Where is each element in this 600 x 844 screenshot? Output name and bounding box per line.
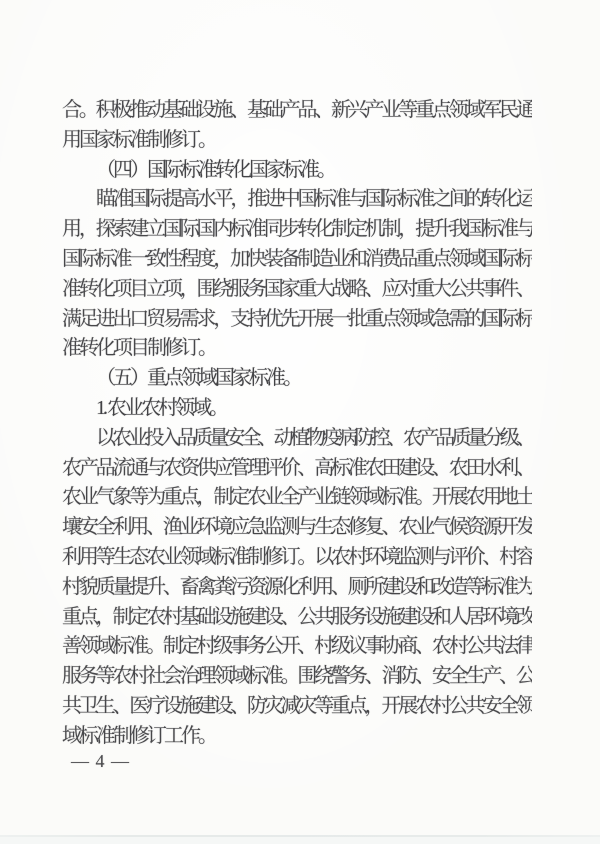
text-line: 合。积极推动基础设施、基础产品、新兴产业等重点领域军民通 bbox=[62, 99, 532, 121]
text-line: 域标准制修订工作。 bbox=[62, 724, 215, 747]
text-line: 共卫生、医疗设施建设、防灾减灾等重点，开展农村公共安全领 bbox=[62, 694, 532, 717]
text-line: 服务等农村社会治理领域标准。围绕警务、消防、安全生产、公 bbox=[62, 665, 532, 688]
text-line: 瞄准国际提高水平，推进中国标准与国际标准之间的转化运 bbox=[96, 188, 532, 211]
text-lines bbox=[62, 96, 532, 752]
text-line: 农产品流通与农资供应管理评价、高标准农田建设、农田水利、 bbox=[62, 456, 532, 479]
text-line: 善领域标准。制定村级事务公开、村级议事协商、农村公共法律 bbox=[62, 635, 532, 658]
text-line: 用，探索建立国际国内标准同步转化制定机制，提升我国标准与 bbox=[62, 218, 532, 241]
text-line: 壤安全利用、渔业环境应急监测与生态修复、农业气候资源开发 bbox=[62, 516, 532, 539]
text-line: 利用等生态农业领域标准制修订。以农村环境监测与评价、村容 bbox=[62, 545, 532, 568]
heading-line: （四）国际标准转化国家标准。 bbox=[96, 158, 334, 181]
text-line: 用国家标准制修订。 bbox=[62, 128, 215, 151]
text-line: 国际标准一致性程度，加快装备制造业和消费品重点领域国际标 bbox=[62, 247, 532, 270]
text-line: 村貌质量提升、畜禽粪污资源化利用、厕所建设和改造等标准为 bbox=[62, 575, 532, 598]
text-line: 准转化项目立项，围绕服务国家重大战略、应对重大公共事件、 bbox=[62, 277, 532, 300]
text-line: 农业气象等为重点，制定农业全产业链领域标准。开展农用地土 bbox=[62, 486, 532, 509]
text-line: 以农业投入品质量安全、动植物疫病防控、农产品质量分级、 bbox=[96, 426, 532, 449]
scan-edge-area bbox=[0, 837, 600, 844]
heading-line: 1. 农业农村领域。 bbox=[96, 396, 226, 419]
text-line: 重点，制定农村基础设施建设、公共服务设施建设和人居环境改 bbox=[62, 605, 532, 628]
page-number: — 4 — bbox=[71, 751, 130, 771]
text-line: 准转化项目制修订。 bbox=[62, 337, 215, 360]
heading-line: （五）重点领域国家标准。 bbox=[96, 367, 300, 390]
text-line: 满足进出口贸易需求，支持优先开展一批重点领域急需的国际标 bbox=[62, 307, 532, 330]
